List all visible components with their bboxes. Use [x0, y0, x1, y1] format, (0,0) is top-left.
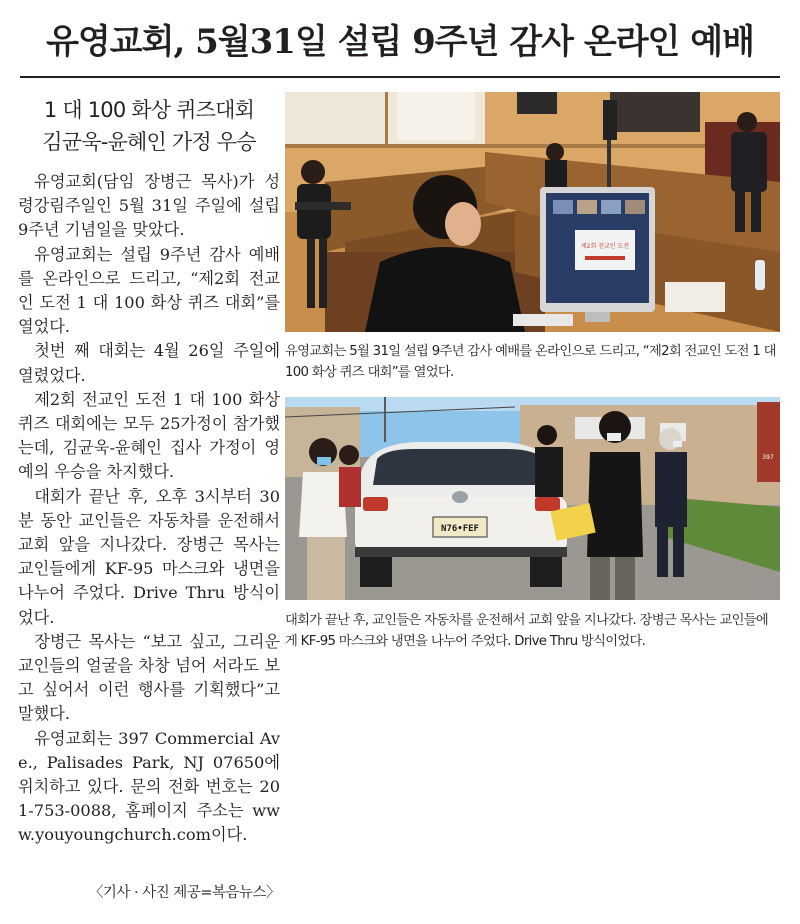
photo-online-worship [285, 92, 780, 332]
license-plate-text: N76•FEF [441, 524, 479, 534]
paragraph-1: 유영교회(담임 장병근 목사)가 성령강림주일인 5월 31일 주일에 설립 9주년 기념일을 맞았다. [18, 172, 280, 240]
drive-thru-scene-image [285, 397, 780, 600]
paragraph-6: 장병근 목사는 “보고 싶고, 그리운 교인들의 얼굴을 차창 넘어 서라도 보고 싶어서 이런 행사를 기획했다”고 말했다. [18, 631, 280, 724]
headline-rule [20, 76, 780, 78]
photo-drive-thru [285, 397, 780, 600]
paragraph-3: 첫번 째 대회는 4월 26일 주일에 열렸었다. [18, 341, 280, 385]
photo-2-caption: 대회가 끝난 후, 교인들은 자동차를 운전해서 교회 앞을 지나갔다. 장병근 목사는 교인들에게 KF-95 마스크와 냉면을 나누어 주었다. Drive Thru 방식이었다. [285, 613, 769, 649]
subheadline-line-1: 1 대 100 화상 퀴즈대회 [43, 98, 255, 122]
article-body [18, 170, 280, 848]
paragraph-4: 제2회 전교인 도전 1 대 100 화상 퀴즈 대회에는 모두 25가정이 참가했는데, 김균욱-윤혜인 집사 가정이 영예의 우승을 차지했다. [18, 389, 280, 482]
photo-credit: 〈기사 · 사진 제공=복음뉴스〉 [88, 885, 280, 901]
subheadline-line-2: 김균욱-윤혜인 가정 우승 [42, 130, 256, 154]
monitor-screen-text: 제2회 전교인 도전 [580, 243, 630, 250]
building-number-text: 397 [762, 454, 774, 461]
paragraph-2: 유영교회는 설립 9주년 감사 예배를 온라인으로 드리고, “제2회 전교인 도전 1 대 100 화상 퀴즈 대회”를 열었다. [18, 244, 280, 337]
paragraph-5: 대회가 끝난 후, 오후 3시부터 30분 동안 교인들은 자동차를 운전해서 교회 앞을 지나갔다. 장병근 목사는 교인들에게 KF-95 마스크와 냉면을 나누어 주었다. Drive Thru 방식이었다. [18, 486, 280, 627]
photo-1-caption: 유영교회는 5월 31일 설립 9주년 감사 예배를 온라인으로 드리고, “제2회 전교인 도전 1 대 100 화상 퀴즈 대회”를 열었다. [285, 344, 776, 380]
worship-scene-image [285, 92, 780, 332]
headline: 유영교회, 5월31일 설립 9주년 감사 온라인 예배 [46, 22, 754, 62]
paragraph-7: 유영교회는 397 Commercial Ave., Palisades Park, NJ 07650에 위치하고 있다. 문의 전화 번호는 201-753-0088, 홈페이지 주소는 www.youyoungchurch.com이다. [18, 728, 280, 845]
